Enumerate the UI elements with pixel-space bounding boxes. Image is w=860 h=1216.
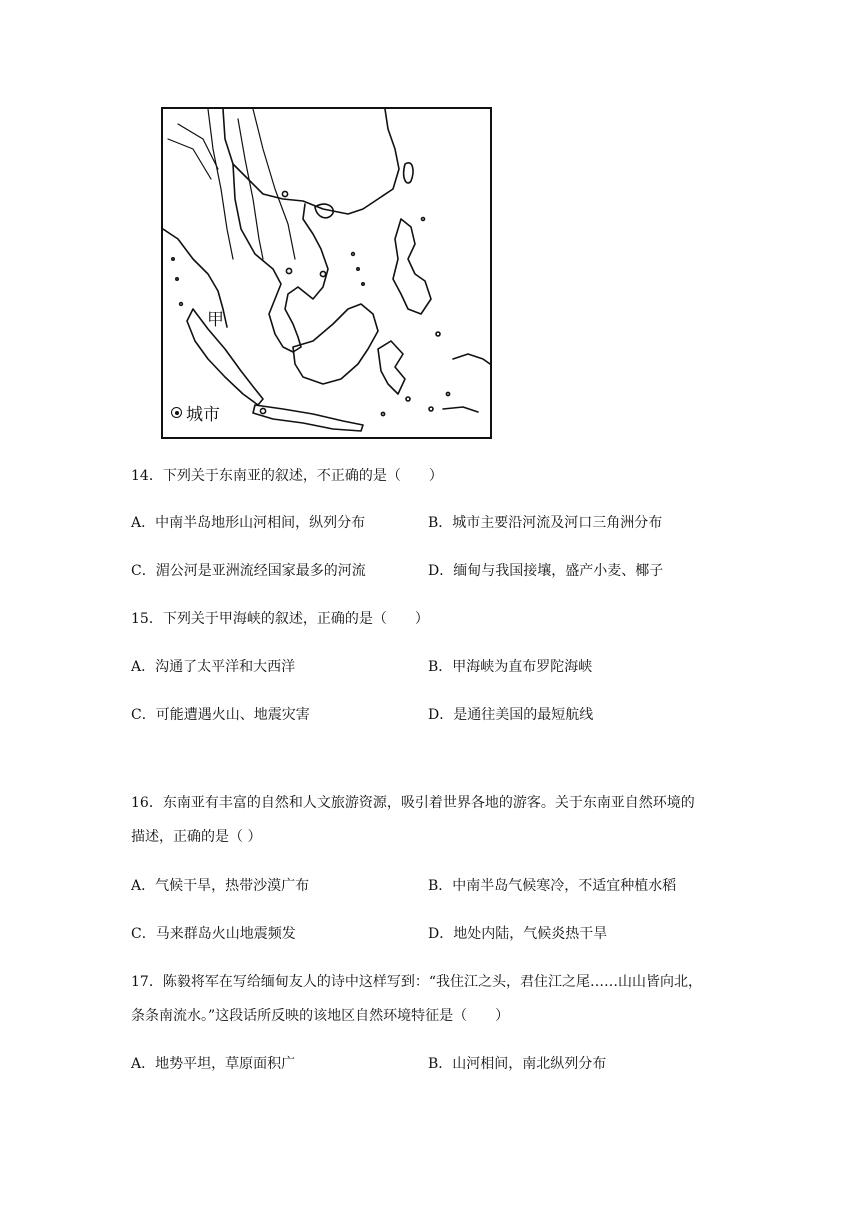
q15-option-a[interactable]: A．沟通了太平洋和大西洋: [131, 659, 296, 675]
question-17-stem-line-2: 条条南流水。”这段话所反映的该地区自然环境特征是（ ）: [131, 1008, 510, 1024]
q14-option-b[interactable]: B．城市主要沿河流及河口三角洲分布: [428, 515, 663, 531]
southeast-asia-map: [161, 107, 492, 439]
q17-option-a[interactable]: A．地势平坦，草原面积广: [131, 1056, 296, 1072]
question-17-stem-line-1: 17．陈毅将军在写给缅甸友人的诗中这样写到：“我住江之头，君住江之尾……山山皆向北，: [131, 974, 702, 990]
q16-option-d[interactable]: D．地处内陆，气候炎热干旱: [428, 926, 608, 942]
question-14-stem: 14．下列关于东南亚的叙述，不正确的是（ ）: [131, 468, 443, 484]
legend-label: 城市: [186, 405, 220, 425]
question-16-stem-line-1: 16．东南亚有丰富的自然和人文旅游资源，吸引着世界各地的游客。关于东南亚自然环境的: [131, 795, 695, 811]
map-legend: [171, 400, 220, 425]
strait-jia-label: 甲: [207, 310, 224, 330]
q16-option-c[interactable]: C．马来群岛火山地震频发: [131, 926, 296, 942]
q14-option-d[interactable]: D．缅甸与我国接壤，盛产小麦、椰子: [428, 563, 664, 579]
q15-option-c[interactable]: C．可能遭遇火山、地震灾害: [131, 707, 310, 723]
q16-option-b[interactable]: B．中南半岛气候寒冷，不适宜种植水稻: [428, 878, 677, 894]
map-outline-drawing: [163, 109, 490, 437]
q17-option-b[interactable]: B．山河相间，南北纵列分布: [428, 1056, 607, 1072]
q14-option-c[interactable]: C．湄公河是亚洲流经国家最多的河流: [131, 563, 366, 579]
city-dot-icon: [171, 407, 182, 418]
q15-option-d[interactable]: D．是通往美国的最短航线: [428, 707, 594, 723]
q14-option-a[interactable]: A．中南半岛地形山河相间，纵列分布: [131, 515, 366, 531]
q16-option-a[interactable]: A．气候干旱，热带沙漠广布: [131, 878, 310, 894]
question-15-stem: 15．下列关于甲海峡的叙述，正确的是（ ）: [131, 611, 429, 627]
question-16-stem-line-2: 描述，正确的是（ ）: [131, 829, 262, 845]
q15-option-b[interactable]: B．甲海峡为直布罗陀海峡: [428, 659, 593, 675]
